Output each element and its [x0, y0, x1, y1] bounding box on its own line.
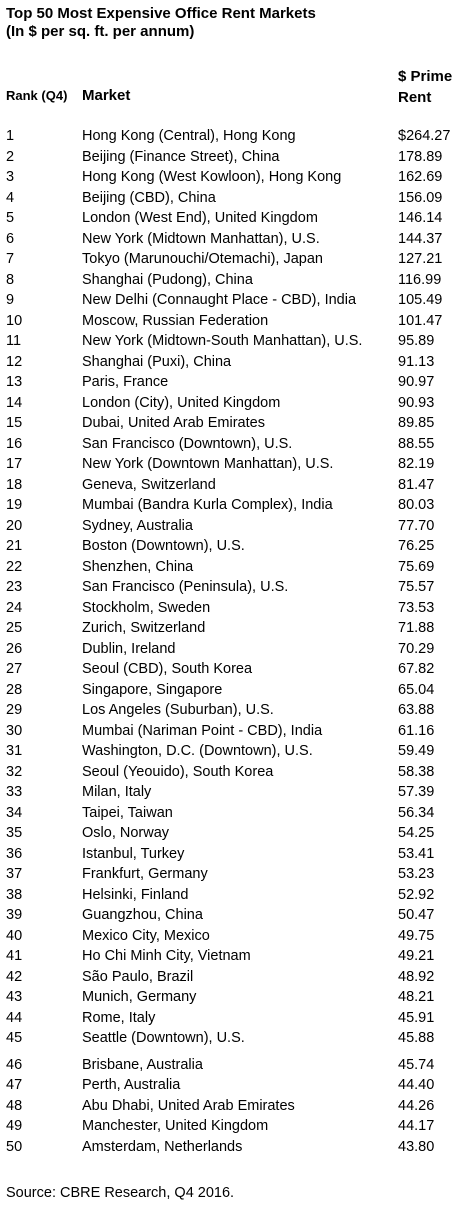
- rent-cell: 156.09: [398, 189, 443, 206]
- table-row: [0, 680, 467, 701]
- table-row: [0, 147, 467, 168]
- market-cell: New York (Midtown-South Manhattan), U.S.: [82, 333, 363, 349]
- rank-cell: 39: [6, 907, 23, 923]
- rank-cell: 2: [6, 148, 15, 165]
- rent-cell: 90.97: [398, 374, 435, 390]
- rent-cell: 146.14: [398, 210, 443, 226]
- rent-table: [0, 126, 467, 1157]
- rank-cell: 33: [6, 784, 23, 800]
- table-row: [0, 577, 467, 598]
- market-cell: Ho Chi Minh City, Vietnam: [82, 948, 251, 964]
- table-row: [0, 495, 467, 516]
- rent-cell: 45.91: [398, 1009, 435, 1026]
- rent-cell: 67.82: [398, 661, 435, 677]
- title-line-2: (In $ per sq. ft. per annum): [6, 23, 195, 40]
- rank-cell: 9: [6, 292, 15, 308]
- rank-cell: 6: [6, 230, 15, 247]
- rent-cell: 61.16: [398, 722, 435, 739]
- rank-cell: 47: [6, 1077, 23, 1093]
- rank-cell: 27: [6, 661, 23, 677]
- rent-cell: 65.04: [398, 681, 435, 698]
- rank-cell: 30: [6, 722, 23, 739]
- rank-cell: 7: [6, 251, 15, 267]
- table-row: [0, 823, 467, 844]
- table-row: [0, 536, 467, 557]
- table-row: [0, 946, 467, 967]
- rank-cell: 12: [6, 353, 23, 370]
- table-row: [0, 372, 467, 393]
- table-row: [0, 659, 467, 680]
- rent-cell: 77.70: [398, 517, 435, 534]
- table-row: [0, 557, 467, 578]
- rent-cell: 73.53: [398, 599, 435, 616]
- rank-cell: 41: [6, 948, 23, 964]
- rent-cell: 95.89: [398, 333, 435, 349]
- rank-cell: 21: [6, 538, 23, 554]
- table-row: [0, 290, 467, 311]
- rank-cell: 38: [6, 886, 23, 903]
- table-row: [0, 905, 467, 926]
- rank-cell: 35: [6, 825, 23, 841]
- rent-cell: 70.29: [398, 640, 435, 657]
- source-note: Source: CBRE Research, Q4 2016.: [6, 1185, 235, 1201]
- table-row: [0, 1137, 467, 1158]
- rank-cell: 42: [6, 968, 23, 985]
- market-cell: Beijing (CBD), China: [82, 189, 216, 206]
- table-row: [0, 516, 467, 537]
- rent-cell: 56.34: [398, 804, 435, 821]
- rent-cell: 52.92: [398, 886, 435, 903]
- rank-cell: 15: [6, 415, 23, 431]
- rent-cell: 76.25: [398, 538, 435, 554]
- market-cell: Hong Kong (West Kowloon), Hong Kong: [82, 169, 342, 185]
- rank-cell: 36: [6, 845, 23, 862]
- table-row: [0, 413, 467, 434]
- market-cell: New Delhi (Connaught Place - CBD), India: [82, 292, 357, 308]
- rent-cell: 144.37: [398, 230, 443, 247]
- table-row: [0, 393, 467, 414]
- rank-cell: 11: [6, 333, 22, 349]
- rank-cell: 3: [6, 169, 15, 185]
- rank-cell: 48: [6, 1097, 23, 1114]
- table-row: [0, 1075, 467, 1096]
- market-cell: Helsinki, Finland: [82, 886, 189, 903]
- market-cell: Abu Dhabi, United Arab Emirates: [82, 1097, 295, 1114]
- rent-cell: $264.27: [398, 128, 451, 144]
- table-row: [0, 434, 467, 455]
- table-row: [0, 987, 467, 1008]
- rank-cell: 18: [6, 476, 23, 493]
- table-row: [0, 926, 467, 947]
- table-row: [0, 167, 467, 188]
- title-line-1: Top 50 Most Expensive Office Rent Markets: [6, 5, 316, 22]
- rent-cell: 43.80: [398, 1138, 435, 1155]
- rent-cell: 82.19: [398, 456, 435, 472]
- table-row: [0, 762, 467, 783]
- market-cell: Sydney, Australia: [82, 517, 193, 534]
- market-cell: Shenzhen, China: [82, 558, 194, 575]
- market-cell: Manchester, United Kingdom: [82, 1118, 269, 1134]
- table-row: [0, 782, 467, 803]
- market-cell: London (West End), United Kingdom: [82, 210, 318, 226]
- market-cell: Mexico City, Mexico: [82, 927, 210, 944]
- rent-cell: 44.40: [398, 1077, 435, 1093]
- table-row: [0, 454, 467, 475]
- market-cell: Istanbul, Turkey: [82, 845, 185, 862]
- column-header-rent-line-1: $ Prime: [398, 68, 453, 85]
- market-cell: Taipei, Taiwan: [82, 804, 173, 821]
- market-cell: Mumbai (Nariman Point - CBD), India: [82, 722, 323, 739]
- rent-cell: 63.88: [398, 702, 435, 718]
- table-row: [0, 1096, 467, 1117]
- market-cell: Beijing (Finance Street), China: [82, 148, 280, 165]
- rank-cell: 4: [6, 189, 15, 206]
- table-row: [0, 864, 467, 885]
- rank-cell: 1: [6, 128, 15, 144]
- rent-cell: 178.89: [398, 148, 443, 165]
- rent-cell: 45.74: [398, 1056, 435, 1073]
- rank-cell: 22: [6, 558, 23, 575]
- table-row: [0, 352, 467, 373]
- table-row: [0, 229, 467, 250]
- rent-cell: 57.39: [398, 784, 435, 800]
- table-row: [0, 700, 467, 721]
- table-row: [0, 208, 467, 229]
- rank-cell: 13: [6, 374, 23, 390]
- table-row: [0, 741, 467, 762]
- rank-cell: 14: [6, 394, 23, 411]
- market-cell: Moscow, Russian Federation: [82, 312, 269, 329]
- market-cell: Seoul (Yeouido), South Korea: [82, 763, 274, 780]
- market-cell: Dubai, United Arab Emirates: [82, 415, 265, 431]
- market-cell: Milan, Italy: [82, 784, 152, 800]
- rent-cell: 50.47: [398, 907, 435, 923]
- market-cell: Hong Kong (Central), Hong Kong: [82, 128, 296, 144]
- table-row: [0, 639, 467, 660]
- table-row: [0, 188, 467, 209]
- market-cell: Washington, D.C. (Downtown), U.S.: [82, 743, 313, 759]
- table-row: [0, 331, 467, 352]
- rent-cell: 75.57: [398, 579, 435, 595]
- table-row: [0, 1055, 467, 1076]
- rent-cell: 44.26: [398, 1097, 435, 1114]
- rent-cell: 53.41: [398, 845, 435, 862]
- market-cell: Frankfurt, Germany: [82, 866, 208, 882]
- rent-cell: 54.25: [398, 825, 435, 841]
- rent-cell: 101.47: [398, 312, 443, 329]
- column-header-rent-line-2: Rent: [398, 89, 432, 106]
- market-cell: San Francisco (Downtown), U.S.: [82, 435, 293, 452]
- rank-cell: 29: [6, 702, 23, 718]
- rank-cell: 17: [6, 456, 23, 472]
- rank-cell: 16: [6, 435, 23, 452]
- table-row: [0, 126, 467, 147]
- rank-cell: 49: [6, 1118, 23, 1134]
- market-cell: Paris, France: [82, 374, 169, 390]
- table-row: [0, 311, 467, 332]
- market-cell: Shanghai (Puxi), China: [82, 353, 232, 370]
- rank-cell: 26: [6, 640, 23, 657]
- market-cell: São Paulo, Brazil: [82, 968, 194, 985]
- rent-cell: 127.21: [398, 251, 443, 267]
- market-cell: Seattle (Downtown), U.S.: [82, 1030, 245, 1046]
- rank-cell: 32: [6, 763, 23, 780]
- market-cell: Munich, Germany: [82, 989, 197, 1005]
- document-title: [6, 5, 316, 41]
- table-row: [0, 598, 467, 619]
- rank-cell: 8: [6, 271, 15, 288]
- rank-cell: 28: [6, 681, 23, 698]
- rank-cell: 10: [6, 312, 23, 329]
- rent-cell: 49.21: [398, 948, 435, 964]
- market-cell: Oslo, Norway: [82, 825, 170, 841]
- column-header-rent: [398, 66, 452, 108]
- rent-cell: 80.03: [398, 497, 435, 513]
- rent-cell: 116.99: [398, 271, 442, 288]
- table-row: [0, 475, 467, 496]
- market-cell: Singapore, Singapore: [82, 681, 223, 698]
- market-cell: Seoul (CBD), South Korea: [82, 661, 253, 677]
- rank-cell: 37: [6, 866, 23, 882]
- rank-cell: 5: [6, 210, 15, 226]
- rent-cell: 91.13: [398, 353, 435, 370]
- rent-cell: 59.49: [398, 743, 435, 759]
- rank-cell: 34: [6, 804, 23, 821]
- rank-cell: 50: [6, 1138, 23, 1155]
- rank-cell: 19: [6, 497, 23, 513]
- rent-cell: 81.47: [398, 476, 435, 493]
- rent-cell: 45.88: [398, 1030, 435, 1046]
- rent-cell: 48.92: [398, 968, 435, 985]
- rank-cell: 20: [6, 517, 23, 534]
- rank-cell: 23: [6, 579, 23, 595]
- rent-cell: 88.55: [398, 435, 435, 452]
- table-row: [0, 803, 467, 824]
- table-row: [0, 1028, 467, 1049]
- rent-cell: 90.93: [398, 394, 435, 411]
- table-row: [0, 721, 467, 742]
- market-cell: London (City), United Kingdom: [82, 394, 281, 411]
- market-cell: Geneva, Switzerland: [82, 476, 216, 493]
- market-cell: Perth, Australia: [82, 1077, 181, 1093]
- rank-cell: 44: [6, 1009, 23, 1026]
- market-cell: Shanghai (Pudong), China: [82, 271, 253, 288]
- market-cell: Boston (Downtown), U.S.: [82, 538, 245, 554]
- market-cell: Los Angeles (Suburban), U.S.: [82, 702, 274, 718]
- market-cell: Mumbai (Bandra Kurla Complex), India: [82, 497, 333, 513]
- column-header-market: Market: [82, 87, 131, 104]
- market-cell: Amsterdam, Netherlands: [82, 1138, 243, 1155]
- market-cell: Tokyo (Marunouchi/Otemachi), Japan: [82, 251, 323, 267]
- market-cell: Rome, Italy: [82, 1009, 156, 1026]
- table-row: [0, 618, 467, 639]
- rent-cell: 105.49: [398, 292, 443, 308]
- rent-cell: 71.88: [398, 620, 435, 636]
- rent-cell: 58.38: [398, 763, 435, 780]
- market-cell: New York (Midtown Manhattan), U.S.: [82, 230, 320, 247]
- column-header-rank: Rank (Q4): [6, 88, 68, 103]
- market-cell: Dublin, Ireland: [82, 640, 176, 657]
- rent-cell: 49.75: [398, 927, 435, 944]
- market-cell: Zurich, Switzerland: [82, 620, 206, 636]
- table-row: [0, 249, 467, 270]
- market-cell: New York (Downtown Manhattan), U.S.: [82, 456, 334, 472]
- rent-cell: 44.17: [398, 1118, 435, 1134]
- rank-cell: 24: [6, 599, 23, 616]
- rank-cell: 45: [6, 1030, 23, 1046]
- rent-cell: 162.69: [398, 169, 443, 185]
- market-cell: Brisbane, Australia: [82, 1056, 203, 1073]
- rent-cell: 53.23: [398, 866, 435, 882]
- table-row: [0, 844, 467, 865]
- market-cell: Stockholm, Sweden: [82, 599, 211, 616]
- table-row: [0, 270, 467, 291]
- table-row: [0, 885, 467, 906]
- market-cell: Guangzhou, China: [82, 907, 203, 923]
- rent-cell: 75.69: [398, 558, 435, 575]
- rent-cell: 48.21: [398, 989, 435, 1005]
- table-row: [0, 1008, 467, 1029]
- market-cell: San Francisco (Peninsula), U.S.: [82, 579, 289, 595]
- rank-cell: 43: [6, 989, 23, 1005]
- rank-cell: 40: [6, 927, 23, 944]
- rent-cell: 89.85: [398, 415, 435, 431]
- rank-cell: 46: [6, 1056, 23, 1073]
- table-row: [0, 967, 467, 988]
- table-row: [0, 1116, 467, 1137]
- rank-cell: 31: [6, 743, 23, 759]
- rank-cell: 25: [6, 620, 23, 636]
